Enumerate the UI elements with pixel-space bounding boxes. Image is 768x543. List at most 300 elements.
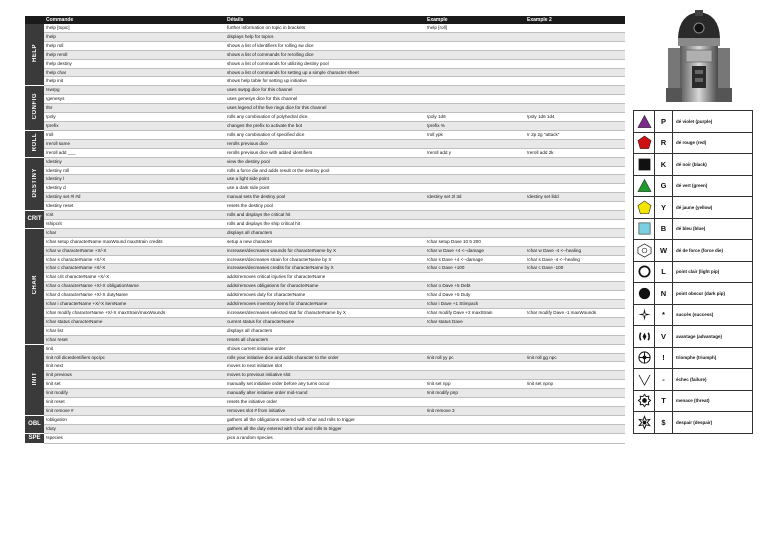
legend-letter: G	[655, 175, 673, 197]
example2-cell: !poly 1d6 1d4	[525, 113, 625, 122]
table-row	[25, 130, 625, 139]
section-label-cell	[25, 211, 44, 229]
table-row	[25, 139, 625, 148]
command-cell: !roll	[44, 130, 225, 139]
example-cell	[425, 398, 525, 407]
example2-cell	[525, 104, 625, 113]
legend-row	[634, 261, 753, 283]
example2-cell	[525, 139, 625, 148]
example2-cell	[525, 371, 625, 380]
table-row	[25, 424, 625, 433]
example-cell: !char modify Dave +2 maxStrain	[425, 309, 525, 318]
example2-cell	[525, 184, 625, 193]
table-header-row	[25, 16, 625, 24]
legend-description: dé noir (black)	[673, 154, 753, 176]
command-cell: !help destiny	[44, 59, 225, 68]
legend-symbol-cell	[634, 197, 655, 219]
command-cell: !destiny reset	[44, 202, 225, 211]
legend-description: dé jaune (yellow)	[673, 197, 753, 219]
example-cell: !init remove 3	[425, 406, 525, 415]
details-cell: shows a list of commands for setting up a simple character sheet	[225, 68, 425, 77]
table-row	[25, 353, 625, 362]
legend-symbol-cell	[634, 412, 655, 434]
table-row	[25, 389, 625, 398]
section-label: CRIT	[27, 215, 42, 222]
section-label: CONFIG	[31, 93, 38, 120]
details-cell: view the destiny pool	[225, 157, 425, 166]
example2-cell	[525, 300, 625, 309]
example2-cell	[525, 362, 625, 371]
section-label: CHAR	[31, 275, 38, 295]
command-cell: !init modify	[44, 389, 225, 398]
section-label-cell	[25, 24, 44, 86]
table-row	[25, 121, 625, 130]
legend-description: dé vert (green)	[673, 175, 753, 197]
table-row	[25, 157, 625, 166]
legend-row	[634, 412, 753, 434]
example-cell	[425, 326, 525, 335]
example2-cell	[525, 41, 625, 50]
command-cell: !help char	[44, 68, 225, 77]
table-row	[25, 166, 625, 175]
table-row	[25, 175, 625, 184]
legend-row	[634, 111, 753, 133]
details-cell: uses legend of the five rings dice for this channel	[225, 104, 425, 113]
example-cell: !help [roll]	[425, 24, 525, 32]
command-cell: !char o characterName +X/-X obligationName	[44, 282, 225, 291]
details-cell: displays all characters	[225, 326, 425, 335]
table-row	[25, 309, 625, 318]
example2-cell	[525, 282, 625, 291]
table-row	[25, 77, 625, 86]
details-cell: moves to next initiative slot	[225, 362, 425, 371]
command-cell: !help roll	[44, 41, 225, 50]
example-cell: !roll ypk	[425, 130, 525, 139]
legend-letter: $	[655, 412, 673, 434]
legend-symbol-cell	[634, 111, 655, 133]
table-row	[25, 104, 625, 113]
example2-cell	[525, 175, 625, 184]
example-cell	[425, 68, 525, 77]
example2-cell	[525, 228, 625, 237]
example-cell	[425, 86, 525, 95]
legend-symbol-cell	[634, 132, 655, 154]
example-cell: !reroll add y	[425, 148, 525, 157]
command-cell: !init set	[44, 380, 225, 389]
example-cell	[425, 32, 525, 41]
details-cell: rerolls previous dice with added identifiers	[225, 148, 425, 157]
example2-cell	[525, 344, 625, 353]
example2-cell	[525, 291, 625, 300]
example2-cell	[525, 326, 625, 335]
legend-letter: T	[655, 390, 673, 412]
example-cell	[425, 59, 525, 68]
legend-letter: *	[655, 304, 673, 326]
section-label-cell	[25, 433, 44, 443]
example-cell: !init modify pnp	[425, 389, 525, 398]
command-cell: !char w characterName +X/-X	[44, 246, 225, 255]
details-cell: use a light side point	[225, 175, 425, 184]
example2-cell: !init roll gg npc	[525, 353, 625, 362]
example-cell: !char w Dave +4 <--damage	[425, 246, 525, 255]
example-cell	[425, 219, 525, 228]
dice-legend-body	[634, 111, 753, 434]
command-cell: !destiny set #l #d	[44, 193, 225, 202]
legend-row	[634, 326, 753, 348]
command-cell: !duty	[44, 424, 225, 433]
details-cell: shows a list of commands for rerolling dice	[225, 50, 425, 59]
command-cell: !species	[44, 433, 225, 443]
table-row	[25, 24, 625, 32]
command-cell: !destiny roll	[44, 166, 225, 175]
table-row	[25, 228, 625, 237]
example-cell	[425, 415, 525, 424]
command-cell: !char d characterName +X/-X dutyName	[44, 291, 225, 300]
example2-cell	[525, 86, 625, 95]
details-cell: rolls and displays the critical hit	[225, 211, 425, 220]
example-cell: !char setup Dave 10 5 200	[425, 237, 525, 246]
droid-illustration	[664, 8, 734, 106]
example2-cell	[525, 406, 625, 415]
details-cell: setup a new character	[225, 237, 425, 246]
command-cell: !swrpg	[44, 86, 225, 95]
details-cell: manually alter initiative order mid-round	[225, 389, 425, 398]
legend-letter: Y	[655, 197, 673, 219]
example-cell: !init set npp	[425, 380, 525, 389]
legend-description: dé rouge (red)	[673, 132, 753, 154]
table-row	[25, 415, 625, 424]
example-cell	[425, 95, 525, 104]
legend-row	[634, 175, 753, 197]
example-cell	[425, 139, 525, 148]
example-cell	[425, 166, 525, 175]
example-cell	[425, 371, 525, 380]
command-cell: !char c characterName +X/-X	[44, 264, 225, 273]
example-header: Example	[425, 16, 525, 24]
example2-cell: !init set npnp	[525, 380, 625, 389]
example2-cell: !char w Dave -4 <--healing	[525, 246, 625, 255]
command-cell: !init next	[44, 362, 225, 371]
table-row	[25, 246, 625, 255]
command-cell: !char	[44, 228, 225, 237]
command-cell: !char setup characterName maxWound maxStrain credits	[44, 237, 225, 246]
section-label-cell	[25, 228, 44, 344]
legend-row	[634, 154, 753, 176]
details-cell: uses genesys dice for this channel	[225, 95, 425, 104]
command-cell: !reroll add ___	[44, 148, 225, 157]
section-label-cell	[25, 415, 44, 433]
legend-row	[634, 369, 753, 391]
table-row	[25, 291, 625, 300]
section-label: HELP	[31, 44, 38, 63]
details-cell: rolls a force die and adds result ot the destiny pool	[225, 166, 425, 175]
example2-cell	[525, 166, 625, 175]
details-cell: gathers all the duty entered with !char and rolls to trigger	[225, 424, 425, 433]
example2-cell: !reroll add 2k	[525, 148, 625, 157]
example2-cell	[525, 335, 625, 344]
details-cell: adds/removes obligations for characterName	[225, 282, 425, 291]
command-cell: !char list	[44, 326, 225, 335]
example2-cell	[525, 202, 625, 211]
example2-cell	[525, 398, 625, 407]
command-cell: !destiny d	[44, 184, 225, 193]
legend-row	[634, 197, 753, 219]
legend-symbol-cell	[634, 347, 655, 369]
legend-symbol-cell	[634, 304, 655, 326]
details-cell: shows current initiative order	[225, 344, 425, 353]
legend-description: point clair (light pip)	[673, 261, 753, 283]
legend-symbol-cell	[634, 283, 655, 305]
legend-letter: -	[655, 369, 673, 391]
command-cell: !obligation	[44, 415, 225, 424]
example-cell: !char o Dave +5 Debt	[425, 282, 525, 291]
legend-description: point obscur (dark pip)	[673, 283, 753, 305]
section-label-cell	[25, 86, 44, 131]
section-label: ROLL	[31, 133, 38, 152]
table-row	[25, 335, 625, 344]
example-cell	[425, 104, 525, 113]
table-row	[25, 219, 625, 228]
command-cell: !destiny l	[44, 175, 225, 184]
dark-pip-icon	[637, 286, 652, 301]
example-cell	[425, 211, 525, 220]
legend-symbol-cell	[634, 261, 655, 283]
legend-letter: W	[655, 240, 673, 262]
example2-cell	[525, 273, 625, 282]
example-cell	[425, 184, 525, 193]
details-cell: rerolls previous dice	[225, 139, 425, 148]
command-header: Commande	[44, 16, 225, 24]
details-cell: adds/removes critical injuries for characterName	[225, 273, 425, 282]
table-row	[25, 433, 625, 443]
example2-cell	[525, 415, 625, 424]
example2-cell	[525, 24, 625, 32]
command-cell: !char modify characterName +X/-X maxStrain/maxWounds	[44, 309, 225, 318]
example2-cell	[525, 317, 625, 326]
example2-cell: !destiny set lldd	[525, 193, 625, 202]
command-cell: !destiny	[44, 157, 225, 166]
command-table-body	[25, 24, 625, 443]
green-triangle-icon	[637, 178, 652, 193]
legend-symbol-cell	[634, 240, 655, 262]
purple-triangle-icon	[637, 114, 652, 129]
details-cell: gathers all the obligations entered with !char and rolls to trigger	[225, 415, 425, 424]
table-row	[25, 406, 625, 415]
example-cell: !destiny set 2l 3d	[425, 193, 525, 202]
example-cell	[425, 175, 525, 184]
example2-cell	[525, 68, 625, 77]
example-cell	[425, 433, 525, 443]
details-cell: rolls any combination of polyhedral dice.	[225, 113, 425, 122]
example-cell	[425, 77, 525, 86]
details-cell: uses swrpg dice for this channel	[225, 86, 425, 95]
example-cell	[425, 335, 525, 344]
example2-cell	[525, 157, 625, 166]
table-row	[25, 317, 625, 326]
command-cell: !reroll same	[44, 139, 225, 148]
threat-icon	[637, 393, 652, 408]
section-label: SPE	[28, 434, 41, 441]
example-cell	[425, 157, 525, 166]
light-pip-icon	[637, 264, 652, 279]
command-cell: !char crit characterName +X/-X	[44, 273, 225, 282]
command-cell: !l5r	[44, 104, 225, 113]
example-cell: !char c Dave +100	[425, 264, 525, 273]
example2-cell	[525, 95, 625, 104]
table-row	[25, 32, 625, 41]
legend-symbol-cell	[634, 326, 655, 348]
example-cell: !poly 1d6	[425, 113, 525, 122]
example2-cell	[525, 32, 625, 41]
example-cell	[425, 344, 525, 353]
details-cell: pics a random species	[225, 433, 425, 443]
table-row	[25, 273, 625, 282]
table-row	[25, 300, 625, 309]
example-cell	[425, 202, 525, 211]
command-cell: !char i characterName +X/-X itemName	[44, 300, 225, 309]
details-cell: adds/removes inventory items for characterName	[225, 300, 425, 309]
example2-cell	[525, 121, 625, 130]
details-cell: rolls any combination of specified dice	[225, 130, 425, 139]
table-row	[25, 344, 625, 353]
example-cell	[425, 228, 525, 237]
example2-cell	[525, 59, 625, 68]
section-label-cell	[25, 344, 44, 415]
legend-description: dé bleu (blue)	[673, 218, 753, 240]
black-square-icon	[637, 157, 652, 172]
details-cell: increases/decreases strain for characterName by X	[225, 255, 425, 264]
table-row	[25, 95, 625, 104]
section-label: OBL	[28, 420, 41, 427]
details-cell: increases/decreases wounds for characterName by X	[225, 246, 425, 255]
details-header: Détails	[225, 16, 425, 24]
command-cell: !init roll diceIdentifiers npc/pc	[44, 353, 225, 362]
legend-row	[634, 240, 753, 262]
table-row	[25, 398, 625, 407]
table-row	[25, 148, 625, 157]
legend-row	[634, 132, 753, 154]
legend-symbol-cell	[634, 390, 655, 412]
example2-header: Example 2	[525, 16, 625, 24]
legend-row	[634, 390, 753, 412]
table-row	[25, 68, 625, 77]
example2-cell: !char modify Dave -1 maxWounds	[525, 309, 625, 318]
example-cell: !prefix %	[425, 121, 525, 130]
table-row	[25, 59, 625, 68]
table-row	[25, 282, 625, 291]
details-cell: removes slot # from initiative	[225, 406, 425, 415]
command-cell: !char s characterName +X/-X	[44, 255, 225, 264]
example-cell: !char s Dave +4 <--damage	[425, 255, 525, 264]
details-cell: use a dark side point	[225, 184, 425, 193]
details-cell: moves to previous initiative slot	[225, 371, 425, 380]
example2-cell	[525, 433, 625, 443]
details-cell: increases/decreases credits for characterName by X	[225, 264, 425, 273]
table-row	[25, 86, 625, 95]
details-cell: manually set initiative order before any turns occur	[225, 380, 425, 389]
example2-cell: !char c Dave -100	[525, 264, 625, 273]
legend-description: échec (failure)	[673, 369, 753, 391]
example-cell	[425, 50, 525, 59]
example-cell: !char i Dave +1 Stimpack	[425, 300, 525, 309]
example-cell	[425, 273, 525, 282]
example-cell: !init roll yy pc	[425, 353, 525, 362]
command-cell: !shipcrit	[44, 219, 225, 228]
legend-description: triomphe (triumph)	[673, 347, 753, 369]
details-cell: rolls your initiative dice and adds character to the order	[225, 353, 425, 362]
details-cell: adds/removes duty for characterName	[225, 291, 425, 300]
example2-cell	[525, 424, 625, 433]
table-row	[25, 326, 625, 335]
legend-letter: V	[655, 326, 673, 348]
example2-cell	[525, 50, 625, 59]
details-cell: displays all characters	[225, 228, 425, 237]
section-label-cell	[25, 130, 44, 157]
legend-symbol-cell	[634, 175, 655, 197]
legend-letter: !	[655, 347, 673, 369]
legend-description: menace (threat)	[673, 390, 753, 412]
legend-description: avantage (advantage)	[673, 326, 753, 348]
section-label-cell	[25, 157, 44, 210]
example2-cell	[525, 77, 625, 86]
command-cell: !init	[44, 344, 225, 353]
details-cell: displays help for topics	[225, 32, 425, 41]
example-cell	[425, 362, 525, 371]
legend-letter: B	[655, 218, 673, 240]
triumph-icon	[637, 350, 652, 365]
table-row	[25, 380, 625, 389]
command-cell: !poly	[44, 113, 225, 122]
table-row	[25, 264, 625, 273]
section-header	[25, 16, 44, 24]
details-cell: resets the initiative order	[225, 398, 425, 407]
table-row	[25, 113, 625, 122]
command-table	[25, 16, 625, 444]
command-cell: !prefix	[44, 121, 225, 130]
legend-row	[634, 304, 753, 326]
command-cell: !init previous	[44, 371, 225, 380]
table-row	[25, 371, 625, 380]
legend-letter: N	[655, 283, 673, 305]
details-cell: increases/decreases selected stat for characterName by X	[225, 309, 425, 318]
command-cell: !crit	[44, 211, 225, 220]
section-label: DESTINY	[31, 167, 38, 198]
legend-letter: L	[655, 261, 673, 283]
command-cell: !char reset	[44, 335, 225, 344]
legend-symbol-cell	[634, 218, 655, 240]
command-cell: !genesys	[44, 95, 225, 104]
legend-letter: P	[655, 111, 673, 133]
example-cell	[425, 424, 525, 433]
example2-cell	[525, 211, 625, 220]
advantage-icon	[637, 329, 652, 344]
table-row	[25, 211, 625, 220]
legend-row	[634, 218, 753, 240]
yellow-pentagon-icon	[637, 200, 652, 215]
legend-letter: K	[655, 154, 673, 176]
legend-description: succès (success)	[673, 304, 753, 326]
table-row	[25, 255, 625, 264]
legend-description: dé de force (force die)	[673, 240, 753, 262]
legend-row	[634, 347, 753, 369]
example-cell: !char status Dave	[425, 317, 525, 326]
example2-cell	[525, 219, 625, 228]
details-cell: further information on topic in brackets	[225, 24, 425, 32]
legend-description: dé violet (purple)	[673, 111, 753, 133]
command-cell: !help init	[44, 77, 225, 86]
legend-row	[634, 283, 753, 305]
table-row	[25, 237, 625, 246]
